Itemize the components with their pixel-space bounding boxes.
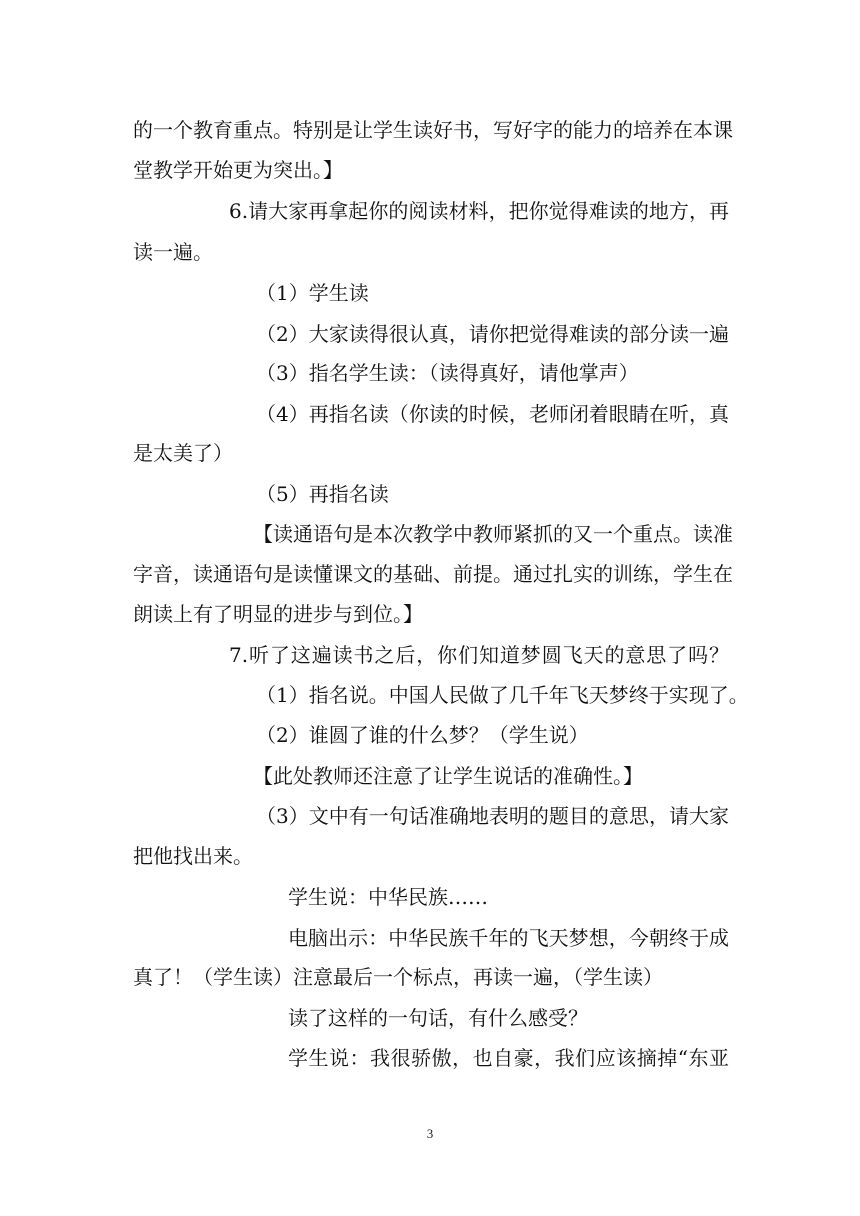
paragraph-line: （5）再指名读 [256,482,389,506]
paragraph-line: 6.请大家再拿起你的阅读材料，把你觉得难读的地方，再 [229,199,729,223]
annotation-line: 字音，读通语句是读懂课文的基础、前提。通过扎实的训练，学生在 [133,562,733,586]
paragraph-line: 7.听了这遍读书之后，你们知道梦圆飞天的意思了吗？ [229,643,729,667]
paragraph-line: （2）大家读得很认真，请你把觉得难读的部分读一遍 [256,322,729,346]
paragraph-line: 读了这样的一句话，有什么感受？ [288,1006,588,1030]
annotation-line: 【此处教师还注意了让学生说话的准确性。】 [253,764,643,788]
paragraph-line: 学生说：我很骄傲，也自豪，我们应该摘掉“东亚 [288,1046,729,1070]
page-number: 3 [426,1126,434,1141]
paragraph-line: （3）指名学生读：（读得真好，请他掌声） [256,361,639,385]
paragraph-line: 的一个教育重点。特别是让学生读好书，写好字的能力的培养在本课 [133,118,733,142]
annotation-line: 【读通语句是本次教学中教师紧抓的又一个重点。读准 [253,522,733,546]
paragraph-line: 堂教学开始更为突出。】 [133,158,343,182]
paragraph-line: 把他找出来。 [133,844,253,868]
paragraph-line: （2）谁圆了谁的什么梦？（学生说） [256,723,589,747]
paragraph-line: （3）文中有一句话准确地表明的题目的意思，请大家 [256,804,729,828]
annotation-line: 朗读上有了明显的进步与到位。】 [133,602,423,626]
paragraph-line: 学生说：中华民族…… [288,885,488,909]
paragraph-line: （1）学生读 [256,281,369,305]
paragraph-line: 读一遍。 [133,240,213,264]
paragraph-line: 是太美了） [133,441,233,465]
paragraph-line: 电脑出示：中华民族千年的飞天梦想，今朝终于成 [288,926,729,950]
paragraph-line: （1）指名说。中国人民做了几千年飞天梦终于实现了。 [256,683,749,707]
paragraph-line: 真了！（学生读）注意最后一个标点，再读一遍，（学生读） [133,965,663,989]
paragraph-line: （4）再指名读（你读的时候，老师闭着眼睛在听，真 [256,402,729,426]
